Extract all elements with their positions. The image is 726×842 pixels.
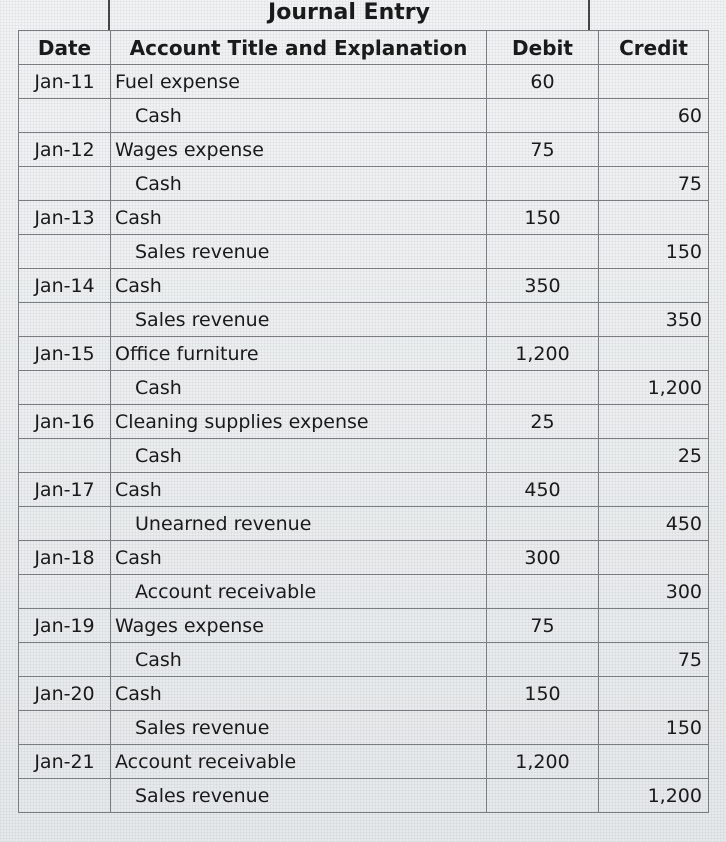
- credit-amount-cell[interactable]: 60: [599, 99, 709, 133]
- empty-credit-cell[interactable]: [599, 269, 709, 303]
- debit-amount-cell[interactable]: 150: [487, 201, 599, 235]
- credit-account-cell[interactable]: Sales revenue: [111, 235, 487, 269]
- credit-account-cell[interactable]: Account receivable: [111, 575, 487, 609]
- journal-table: [18, 30, 709, 813]
- credit-amount-cell[interactable]: 350: [599, 303, 709, 337]
- debit-account-cell[interactable]: Cash: [111, 473, 487, 507]
- empty-date-cell[interactable]: [19, 711, 111, 745]
- entry-date-cell[interactable]: Jan-17: [19, 473, 111, 507]
- debit-amount-cell[interactable]: 450: [487, 473, 599, 507]
- empty-date-cell[interactable]: [19, 99, 111, 133]
- credit-amount-cell[interactable]: 75: [599, 643, 709, 677]
- empty-debit-cell[interactable]: [487, 371, 599, 405]
- debit-amount-cell[interactable]: 300: [487, 541, 599, 575]
- entry-date-cell[interactable]: Jan-13: [19, 201, 111, 235]
- entry-debit-row: [19, 677, 709, 711]
- credit-amount-cell[interactable]: 300: [599, 575, 709, 609]
- debit-amount-cell[interactable]: 1,200: [487, 337, 599, 371]
- entry-credit-row: [19, 711, 709, 745]
- entry-credit-row: [19, 507, 709, 541]
- empty-credit-cell[interactable]: [599, 609, 709, 643]
- empty-date-cell[interactable]: [19, 167, 111, 201]
- debit-amount-cell[interactable]: 350: [487, 269, 599, 303]
- entry-debit-row: [19, 133, 709, 167]
- entry-credit-row: [19, 167, 709, 201]
- empty-date-cell[interactable]: [19, 507, 111, 541]
- debit-account-cell[interactable]: Cash: [111, 541, 487, 575]
- credit-header[interactable]: Credit: [599, 31, 709, 65]
- empty-debit-cell[interactable]: [487, 507, 599, 541]
- credit-amount-cell[interactable]: 25: [599, 439, 709, 473]
- entry-date-cell[interactable]: Jan-16: [19, 405, 111, 439]
- empty-date-cell[interactable]: [19, 439, 111, 473]
- credit-amount-cell[interactable]: 450: [599, 507, 709, 541]
- credit-account-cell[interactable]: Cash: [111, 439, 487, 473]
- debit-amount-cell[interactable]: 25: [487, 405, 599, 439]
- entry-debit-row: [19, 745, 709, 779]
- empty-credit-cell[interactable]: [599, 337, 709, 371]
- entry-credit-row: [19, 303, 709, 337]
- empty-debit-cell[interactable]: [487, 303, 599, 337]
- empty-credit-cell[interactable]: [599, 541, 709, 575]
- debit-header[interactable]: Debit: [487, 31, 599, 65]
- empty-debit-cell[interactable]: [487, 99, 599, 133]
- entry-date-cell[interactable]: Jan-18: [19, 541, 111, 575]
- entry-debit-row: [19, 405, 709, 439]
- credit-amount-cell[interactable]: 1,200: [599, 779, 709, 813]
- empty-date-cell[interactable]: [19, 779, 111, 813]
- entry-date-cell[interactable]: Jan-20: [19, 677, 111, 711]
- date-header[interactable]: Date: [19, 31, 111, 65]
- journal-body: [19, 65, 709, 813]
- entry-credit-row: [19, 779, 709, 813]
- empty-debit-cell[interactable]: [487, 439, 599, 473]
- empty-debit-cell[interactable]: [487, 575, 599, 609]
- entry-credit-row: [19, 99, 709, 133]
- entry-debit-row: [19, 609, 709, 643]
- debit-account-cell[interactable]: Office furniture: [111, 337, 487, 371]
- empty-credit-cell[interactable]: [599, 65, 709, 99]
- entry-date-cell[interactable]: Jan-12: [19, 133, 111, 167]
- entry-credit-row: [19, 643, 709, 677]
- empty-credit-cell[interactable]: [599, 405, 709, 439]
- empty-debit-cell[interactable]: [487, 235, 599, 269]
- credit-account-cell[interactable]: Sales revenue: [111, 303, 487, 337]
- entry-date-cell[interactable]: Jan-14: [19, 269, 111, 303]
- credit-amount-cell[interactable]: 1,200: [599, 371, 709, 405]
- entry-debit-row: [19, 65, 709, 99]
- empty-date-cell[interactable]: [19, 643, 111, 677]
- credit-account-cell[interactable]: Sales revenue: [111, 711, 487, 745]
- empty-date-cell[interactable]: [19, 235, 111, 269]
- empty-credit-cell[interactable]: [599, 473, 709, 507]
- credit-account-cell[interactable]: Cash: [111, 371, 487, 405]
- credit-account-cell[interactable]: Unearned revenue: [111, 507, 487, 541]
- empty-date-cell[interactable]: [19, 371, 111, 405]
- entry-debit-row: [19, 541, 709, 575]
- empty-debit-cell[interactable]: [487, 779, 599, 813]
- entry-credit-row: [19, 235, 709, 269]
- empty-debit-cell[interactable]: [487, 167, 599, 201]
- entry-date-cell[interactable]: Jan-15: [19, 337, 111, 371]
- entry-date-cell[interactable]: Jan-19: [19, 609, 111, 643]
- entry-debit-row: [19, 473, 709, 507]
- debit-account-cell[interactable]: Cash: [111, 677, 487, 711]
- empty-credit-cell[interactable]: [599, 133, 709, 167]
- debit-account-cell[interactable]: Account receivable: [111, 745, 487, 779]
- empty-date-cell[interactable]: [19, 303, 111, 337]
- credit-account-cell[interactable]: Cash: [111, 99, 487, 133]
- empty-debit-cell[interactable]: [487, 711, 599, 745]
- debit-account-cell[interactable]: Fuel expense: [111, 65, 487, 99]
- empty-credit-cell[interactable]: [599, 677, 709, 711]
- debit-account-cell[interactable]: Cleaning supplies expense: [111, 405, 487, 439]
- journal-title: Journal Entry: [108, 0, 590, 30]
- debit-amount-cell[interactable]: 75: [487, 133, 599, 167]
- entry-debit-row: [19, 337, 709, 371]
- empty-date-cell[interactable]: [19, 575, 111, 609]
- empty-credit-cell[interactable]: [599, 201, 709, 235]
- debit-amount-cell[interactable]: 75: [487, 609, 599, 643]
- entry-date-cell[interactable]: Jan-11: [19, 65, 111, 99]
- account-header[interactable]: Account Title and Explanation: [111, 31, 487, 65]
- credit-amount-cell[interactable]: 75: [599, 167, 709, 201]
- credit-account-cell[interactable]: Sales revenue: [111, 779, 487, 813]
- entry-debit-row: [19, 201, 709, 235]
- entry-credit-row: [19, 371, 709, 405]
- entry-credit-row: [19, 439, 709, 473]
- empty-credit-cell[interactable]: [599, 745, 709, 779]
- credit-account-cell[interactable]: Cash: [111, 167, 487, 201]
- entry-credit-row: [19, 575, 709, 609]
- empty-debit-cell[interactable]: [487, 643, 599, 677]
- debit-amount-cell[interactable]: 150: [487, 677, 599, 711]
- credit-amount-cell[interactable]: 150: [599, 235, 709, 269]
- debit-account-cell[interactable]: Cash: [111, 201, 487, 235]
- debit-amount-cell[interactable]: 60: [487, 65, 599, 99]
- credit-amount-cell[interactable]: 150: [599, 711, 709, 745]
- debit-account-cell[interactable]: Cash: [111, 269, 487, 303]
- entry-debit-row: [19, 269, 709, 303]
- debit-account-cell[interactable]: Wages expense: [111, 133, 487, 167]
- debit-amount-cell[interactable]: 1,200: [487, 745, 599, 779]
- credit-account-cell[interactable]: Cash: [111, 643, 487, 677]
- header-row: [19, 31, 709, 65]
- entry-date-cell[interactable]: Jan-21: [19, 745, 111, 779]
- debit-account-cell[interactable]: Wages expense: [111, 609, 487, 643]
